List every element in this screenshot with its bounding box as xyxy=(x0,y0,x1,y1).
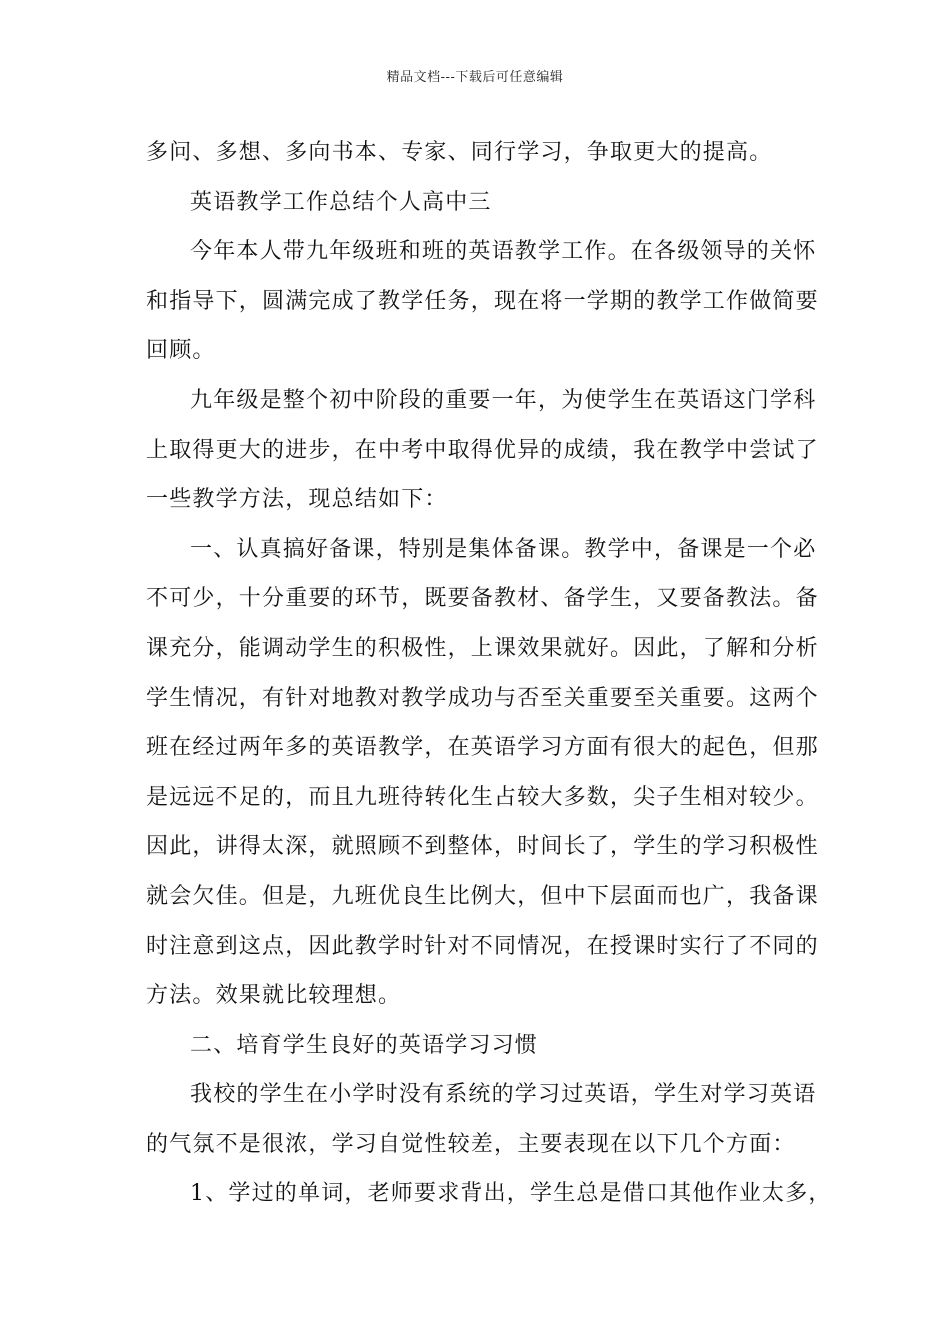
text-line: 九年级是整个初中阶段的重要一年，为使学生在英语这门学科 xyxy=(190,387,817,413)
text-line: 和指导下，圆满完成了教学任务，现在将一学期的教学工作做简要 xyxy=(146,288,819,314)
text-line: 的气氛不是很浓，学习自觉性较差，主要表现在以下几个方面： xyxy=(146,1131,796,1157)
text-line: 上取得更大的进步，在中考中取得优异的成绩，我在教学中尝试了 xyxy=(146,437,819,463)
text-line: 学生情况，有针对地教对教学成功与否至关重要至关重要。这两个 xyxy=(146,685,819,711)
text-line: 一些教学方法，现总结如下： xyxy=(146,487,448,513)
text-line: 今年本人带九年级班和班的英语教学工作。在各级领导的关怀 xyxy=(190,239,817,265)
text-line: 二、培育学生良好的英语学习习惯 xyxy=(190,1032,539,1058)
text-line: 时注意到这点，因此教学时针对不同情况，在授课时实行了不同的 xyxy=(146,933,819,959)
text-line: 就会欠佳。但是，九班优良生比例大，但中下层面而也广，我备课 xyxy=(146,883,819,909)
page-header: 精品文档---下载后可任意编辑 xyxy=(386,70,564,85)
text-line: 是远远不足的，而且九班待转化生占较大多数，尖子生相对较少。 xyxy=(146,784,819,810)
text-line: 不可少，十分重要的环节，既要备教材、备学生，又要备教法。备 xyxy=(146,586,819,612)
text-line: 方法。效果就比较理想。 xyxy=(146,983,402,1009)
text-line: 多问、多想、多向书本、专家、同行学习，争取更大的提高。 xyxy=(146,140,773,165)
text-line: 英语教学工作总结个人高中三 xyxy=(190,189,492,215)
text-line: 我校的学生在小学时没有系统的学习过英语，学生对学习英语 xyxy=(190,1082,817,1108)
text-line: 班在经过两年多的英语教学，在英语学习方面有很大的起色，但那 xyxy=(146,735,819,761)
text-line: 因此，讲得太深，就照顾不到整体，时间长了，学生的学习积极性 xyxy=(146,834,819,860)
text-line: 一、认真搞好备课，特别是集体备课。教学中，备课是一个必 xyxy=(190,536,817,562)
text-line: 课充分，能调动学生的积极性，上课效果就好。因此，了解和分析 xyxy=(146,635,819,661)
document-body xyxy=(146,128,832,1219)
text-line: 回顾。 xyxy=(146,338,216,364)
text-line: 1、学过的单词，老师要求背出，学生总是借口其他作业太多， xyxy=(190,1181,832,1207)
